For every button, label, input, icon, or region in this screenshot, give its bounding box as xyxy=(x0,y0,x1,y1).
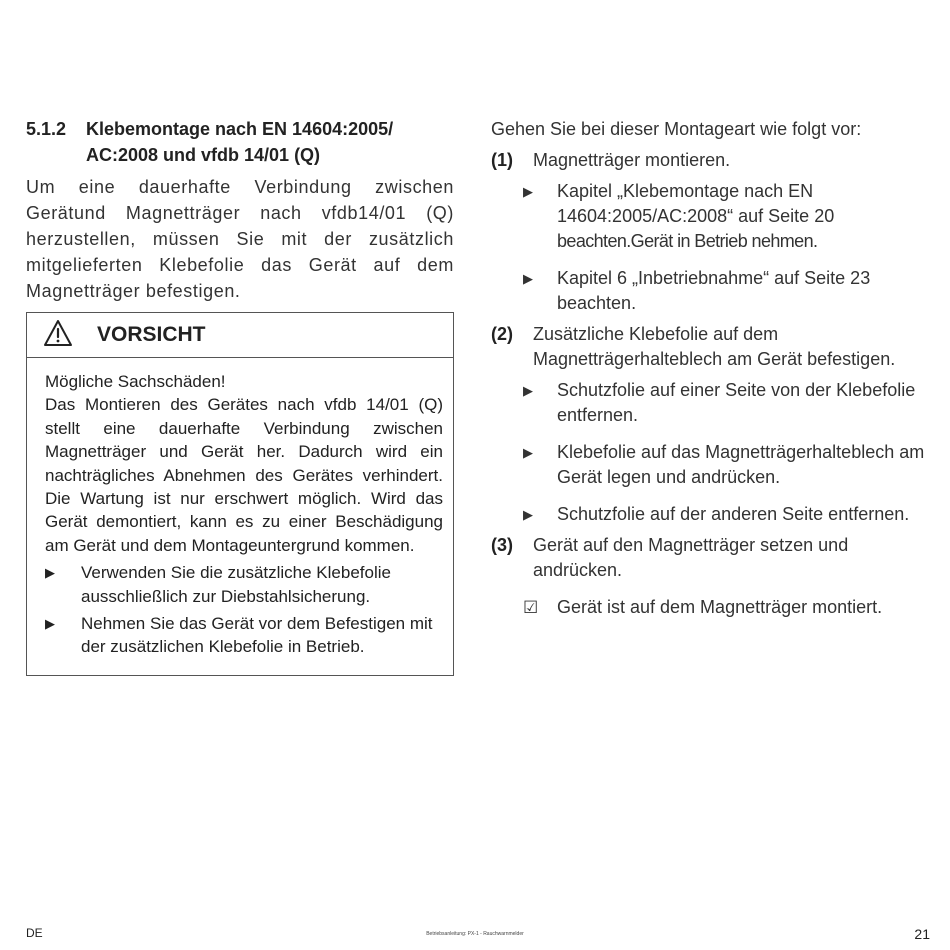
page-number: 21 xyxy=(914,926,930,942)
bullet-triangle-icon: ▶ xyxy=(523,383,533,398)
substep-text: Schutzfolie auf der anderen Seite entfernen. xyxy=(557,504,910,524)
language-label: DE xyxy=(26,926,43,940)
substep-text-part: beachten.Gerät in Betrieb nehmen. xyxy=(557,231,818,251)
step-text: Magnetträger montieren. xyxy=(533,150,731,170)
section-heading xyxy=(26,116,454,168)
substep xyxy=(523,502,931,527)
list-item-text: Nehmen Sie das Gerät vor dem Befestigen mit der zusätzlichen Klebefolie in Betrieb. xyxy=(81,614,433,657)
procedure-intro: Gehen Sie bei dieser Montageart wie folgt vor: xyxy=(491,119,862,139)
left-column xyxy=(26,116,454,676)
result-text: Gerät ist auf dem Magnetträger montiert. xyxy=(557,597,883,617)
page-footer xyxy=(0,926,950,946)
section-number: 5.1.2 xyxy=(26,119,67,139)
bullet-triangle-icon: ▶ xyxy=(523,184,533,199)
step-text: Zusätzliche Klebefolie auf dem Magnetträgerhalteblech am Gerät befestigen. xyxy=(533,324,896,369)
bullet-triangle-icon: ▶ xyxy=(45,565,55,581)
bullet-triangle-icon: ▶ xyxy=(523,445,533,460)
intro-paragraph: Um eine dauerhafte Verbindung zwischen Gerätund Magnetträger nach vfdb14/01 (Q) herzustellen, müssen Sie mit der zusätzlich mitgelieferten Klebefolie das Gerät auf dem Magnetträger befestigen. xyxy=(26,177,454,301)
section-title-line2: AC:2008 und vfdb 14/01 (Q) xyxy=(86,145,321,165)
substep-text xyxy=(557,179,931,254)
step-2 xyxy=(491,322,931,372)
warning-triangle-icon xyxy=(43,319,73,352)
step-number: (3) xyxy=(491,535,513,555)
warning-header xyxy=(27,313,453,358)
substep-text-part: Kapitel „Klebemontage nach EN 14604:2005/AC:2008“ auf Seite 20 xyxy=(557,181,835,226)
result xyxy=(523,595,931,620)
document-title: Betriebsanleitung: PX-1 - Rauchwarnmelder xyxy=(426,931,524,937)
substep xyxy=(523,378,931,428)
warning-box xyxy=(26,312,454,676)
step-3 xyxy=(491,533,931,583)
step-text: Gerät auf den Magnetträger setzen und andrücken. xyxy=(533,535,849,580)
substep-text: Kapitel 6 „Inbetriebnahme“ auf Seite 23 beachten. xyxy=(557,268,871,313)
substep-text: Schutzfolie auf einer Seite von der Klebefolie entfernen. xyxy=(557,380,916,425)
substep xyxy=(523,440,931,490)
warning-list xyxy=(45,561,443,659)
substep-text: Klebefolie auf das Magnetträgerhalteblech am Gerät legen und andrücken. xyxy=(557,442,925,487)
warning-title: VORSICHT xyxy=(97,323,206,346)
right-column xyxy=(491,116,931,620)
step-1 xyxy=(491,148,931,173)
substep xyxy=(523,266,931,316)
list-item-text: Verwenden Sie die zusätzliche Klebefolie ausschließlich zur Diebstahlsicherung. xyxy=(81,563,391,606)
substep xyxy=(523,179,931,254)
bullet-triangle-icon: ▶ xyxy=(523,507,533,522)
warning-body xyxy=(27,358,453,675)
list-item xyxy=(45,612,443,659)
bullet-triangle-icon: ▶ xyxy=(523,271,533,286)
step-number: (2) xyxy=(491,324,513,344)
bullet-triangle-icon: ▶ xyxy=(45,616,55,632)
warning-subtitle: Mögliche Sachschäden! xyxy=(45,372,226,391)
list-item xyxy=(45,561,443,608)
checkbox-checked-icon: ☑ xyxy=(523,598,539,617)
step-number: (1) xyxy=(491,150,513,170)
warning-text: Das Montieren des Gerätes nach vfdb 14/01 (Q) stellt eine dauerhafte Verbindung zwischen Magnetträger und Gerät her. Dadurch wird ein nachträgliches Abnehmen des Gerätes verhindert. Die Wartung ist nur erschwert möglich. Wird das Gerät demontiert, kann es zu einer Beschädigung am Gerät und dem Montageuntergrund kommen. xyxy=(45,395,443,555)
section-title xyxy=(86,116,454,168)
section-title-line1: Klebemontage nach EN 14604:2005/ xyxy=(86,119,394,139)
